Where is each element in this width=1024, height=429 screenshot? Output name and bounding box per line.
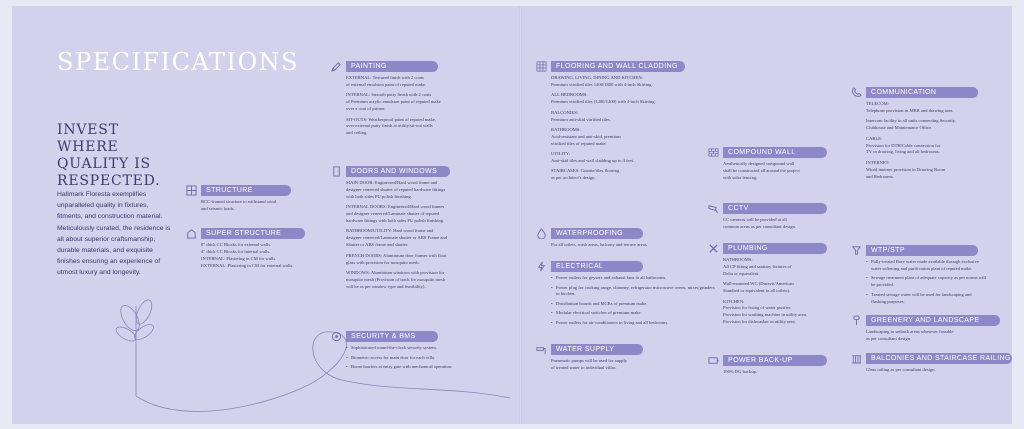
text-line: TV in drawing, living and all bedrooms. (866, 149, 940, 155)
compound-wall-icon (707, 146, 719, 158)
text-line: Provision for washing machine in utility area. (723, 312, 808, 318)
text-line: KITCHEN: (723, 298, 745, 304)
text-line: All CP fitting and sanitary fixtures of (723, 263, 792, 269)
text-line: with both sides PU polish finishing. (346, 193, 412, 199)
text-line: will be as per window type and feasibility). (346, 283, 426, 289)
page-title: SPECIFICATIONS (57, 48, 300, 76)
text-line: CABLE: (866, 135, 883, 141)
text-line: SIT-OUTS: Weatherproof paint of reputed make, (346, 116, 436, 122)
brochure-page (12, 6, 1012, 424)
section-compound-wall (707, 146, 847, 182)
list-item: • Power outlets for air-conditioners in living and all bedrooms. (551, 320, 715, 327)
text-line: RCC-framed structure to withstand wind (201, 199, 277, 204)
section-wtp-stp (850, 244, 1012, 308)
section-communication (850, 86, 1012, 184)
paragraph (866, 118, 1012, 132)
section-heading: ELECTRICAL (551, 261, 643, 272)
super-structure-icon (185, 227, 197, 239)
paragraph (346, 253, 515, 267)
paragraph (346, 75, 510, 89)
text-line: as per consultant design. (866, 335, 912, 341)
text-line: Standard or equivalent in all toilets). (723, 288, 791, 294)
section-heading: FLOORING AND WALL CLADDING (551, 61, 685, 72)
paragraph (723, 257, 847, 278)
text-line: BATHROOMS: (723, 257, 753, 262)
flooring-icon (535, 60, 547, 72)
text-line: INTERNAL DOORS: Engineered/Hard wood frames (346, 204, 445, 210)
section-power-backup (707, 354, 847, 376)
paragraph (346, 204, 515, 225)
water-supply-icon (535, 343, 547, 355)
section-heading: WATER SUPPLY (551, 344, 643, 355)
text-line: Landscaping in setback areas wherever feasible (866, 329, 954, 334)
text-line: EXTERNAL: Textured finish with 2 coats (346, 75, 424, 80)
section-heading: SUPER STRUCTURE (201, 228, 305, 239)
text-line: UTILITY: (551, 151, 570, 157)
text-line: Provision for dishwasher in utility area. (723, 319, 796, 325)
paragraph (866, 101, 1012, 115)
text-line: with solar fencing. (723, 174, 758, 180)
tagline (57, 122, 177, 190)
tagline-line: INVEST WHERE (57, 122, 119, 155)
text-line: of treated water to individual villas. (551, 364, 617, 370)
text-line: BATHROOM/UTILITY: Hard wood frame and (346, 228, 434, 234)
text-line: Telephone provision in MBR and drawing area. (866, 107, 954, 113)
section-heading: SECURITY & BMS (346, 331, 438, 342)
text-line: For all toilets, wash areas, balcony and terrace areas. (551, 242, 648, 247)
text-line: 4" thick CC Blocks for internal walls. (201, 248, 271, 254)
text-line: and Bedrooms. (866, 173, 894, 179)
paragraph (551, 75, 715, 89)
text-line: vitrified tiles of reputed make. (551, 140, 607, 146)
cctv-icon (707, 202, 719, 214)
section-cctv (707, 202, 847, 231)
section-structure (185, 184, 335, 213)
text-line: over external putty finish at utility/sit-out walls (346, 123, 433, 129)
section-heading: COMMUNICATION (866, 87, 978, 98)
paragraph (723, 299, 847, 327)
paragraph (346, 117, 510, 138)
greenery-icon (850, 314, 862, 326)
list-item: • Sophisticated round-the-clock security system. (346, 345, 515, 352)
text-line: hardware fittings with both sides PU polish finishing. (346, 218, 445, 224)
text-line: Provision for fixing of water purifier. (723, 305, 792, 311)
doors-icon (330, 165, 342, 177)
text-line: Premium vitrified tiles 1200/1800 with 4-inch Skirting. (551, 81, 653, 87)
section-heading: WTP/STP (866, 245, 978, 256)
paragraph (723, 281, 847, 295)
paragraph (551, 110, 715, 124)
paragraph (551, 92, 715, 106)
list-item: • Modular electrical switches of premium make. (551, 310, 715, 317)
text-line: Anti-skid tiles and wall cladding up to 4 feet. (551, 158, 635, 164)
text-line: of external emulsion paint of reputed make. (346, 81, 427, 87)
text-line: of Premium acrylic emulsion paint of reputed make (346, 99, 441, 105)
paragraph (346, 180, 515, 201)
paragraph (346, 270, 515, 291)
section-heading: WATERPROOFING (551, 228, 643, 239)
section-waterproofing (535, 227, 715, 249)
list-item: • Power plug for cooking range, chimney, refrigerator microwave ovens, mixer/grinders in kitchen. (551, 285, 715, 299)
paragraph (346, 92, 510, 113)
communication-icon (850, 86, 862, 98)
list-item: • Sewage treatment plant of adequate capacity as per norms will be provided. (866, 275, 986, 289)
section-plumbing (707, 242, 847, 330)
text-line: Glass railing as per consultant design. (866, 367, 936, 372)
section-heading: GREENERY AND LANDSCAPE (866, 315, 1000, 326)
text-line: Intercom facility to all units connecting Security, (866, 118, 956, 124)
text-line: FRENCH DOORS: Aluminium door frames with float (346, 252, 447, 258)
text-line: BATHROOMS: (551, 126, 581, 132)
security-icon (330, 330, 342, 342)
section-heading: POWER BACK-UP (723, 355, 827, 366)
text-line: MAIN DOOR: Engineered/Hard wood frame and (346, 180, 438, 185)
text-line: over a coat of primer. (346, 106, 386, 112)
text-line: and seismic loads. (201, 205, 235, 211)
section-heading: DOORS AND WINDOWS (346, 166, 450, 177)
text-line: Aesthetically designed compound wall (723, 161, 795, 166)
text-line: Delta or equivalent. (723, 270, 760, 276)
balconies-icon (850, 352, 862, 364)
text-line: Provision for DTH/Cable connection for (866, 142, 941, 148)
text-line: designer veneered/Laminate shutter or ABS Frame and (346, 235, 448, 241)
page-spine (519, 6, 522, 424)
section-heading: PLUMBING (723, 243, 827, 254)
text-line: DRAWING, LIVING, DINING AND KITCHEN: (551, 75, 644, 80)
text-line: INTERNAL: Plastering in CM for walls. (201, 255, 277, 261)
text-line: designer veneered shutter of reputed hardware fittings (346, 186, 446, 192)
section-heading: COMPOUND WALL (723, 147, 827, 158)
text-line: Wall-mounted WC (Duravit/American (723, 281, 794, 287)
text-line: as per architect's design. (551, 175, 596, 181)
text-line: and ceiling. (346, 130, 368, 136)
waterproofing-icon (535, 227, 547, 239)
section-super-structure (185, 227, 335, 270)
text-line: TELECOM: (866, 101, 889, 106)
text-line: 8" thick CC Blocks for external walls. (201, 242, 272, 247)
text-line: glass with provision for mosquito mesh. (346, 259, 420, 265)
section-painting (330, 60, 510, 141)
list-item: • Distribution boards and MCBs of premium make. (551, 301, 715, 308)
text-line: BALCONIES: (551, 109, 579, 115)
text-line: WINDOWS: Aluminium windows with provision for (346, 269, 445, 275)
tagline-line: QUALITY IS (57, 156, 151, 172)
electrical-icon (535, 260, 547, 272)
list-item: • Fully-treated Bore water made available through exclusive water softening and purification plant of reputed make. (866, 259, 986, 273)
paragraph (551, 151, 715, 165)
text-line: and designer veneered/Laminate shutter of reputed (346, 211, 440, 217)
text-line: Premium vitrified tiles (1200/1200) with 4-inch Skirting. (551, 99, 656, 105)
painting-icon (330, 60, 342, 72)
paragraph (866, 160, 1012, 181)
section-heading: BALCONIES AND STAIRCASE RAILING (866, 353, 1012, 364)
section-heading: STRUCTURE (201, 185, 291, 196)
text-line: Shutter or ABS frame and shutter. (346, 242, 409, 248)
plumbing-icon (707, 242, 719, 254)
tagline-line: RESPECTED. (57, 173, 161, 189)
text-line: Acid-resistant and anti-skid, premium (551, 133, 621, 139)
paragraph (866, 136, 1012, 157)
paragraph (346, 228, 515, 249)
text-line: shall be constructed all around the project (723, 167, 800, 173)
paragraph (551, 127, 715, 148)
intro-text: Hallmark Floresta exemplifies unparalleled quality in fixtures, fitments, and construction material. Meticulously curated, the residence is all about superior craftsmanship, durable materials, and exquisite finishes ensuring an experience of utmost luxury and longevity. (57, 191, 171, 277)
text-line: Wired internet provision in Drawing Room (866, 166, 946, 172)
text-line: mosquito mesh (Provision of track for mosquito mesh (346, 276, 446, 282)
text-line: common areas as per consultant design. (723, 223, 796, 229)
text-line: Clubhouse and Maintenance Office. (866, 125, 933, 131)
list-item: • Power outlets for geysers and exhaust fans in all bathrooms. (551, 275, 715, 282)
section-electrical (535, 260, 715, 329)
section-water-supply (535, 343, 715, 372)
list-item: • Biometric access for main door for each villa. (346, 355, 515, 362)
paragraph (551, 168, 715, 182)
structure-icon (185, 184, 197, 196)
text-line: CC cameras will be provided at all (723, 217, 787, 222)
power-backup-icon (707, 354, 719, 366)
section-flooring (535, 60, 715, 186)
text-line: EXTERNAL: Plastering in CM for external walls. (201, 262, 294, 268)
list-item: • Treated sewage water will be used for landscaping and flushing purposes. (866, 292, 986, 306)
text-line: Premium anti-skid vitrified tiles. (551, 116, 611, 122)
text-line: ALL BEDROOMS: (551, 92, 588, 98)
section-balconies (850, 352, 1012, 374)
text-line: STAIRCASES: Granite/tiles flooring (551, 168, 620, 174)
section-doors-windows (330, 165, 515, 294)
section-heading: PAINTING (346, 61, 438, 72)
section-heading: CCTV (723, 203, 827, 214)
list-item: • Boom barriers at entry gate with mechanical operation. (346, 364, 515, 371)
section-security (330, 330, 515, 374)
section-greenery (850, 314, 1012, 343)
wtp-icon (850, 244, 862, 256)
text-line: INTERNET: (866, 159, 890, 165)
text-line: 100% DG backup. (723, 369, 758, 374)
text-line: Pneumatic pumps will be used for supply (551, 358, 628, 363)
text-line: INTERNAL: Smooth putty finish with 2 coats (346, 92, 432, 98)
